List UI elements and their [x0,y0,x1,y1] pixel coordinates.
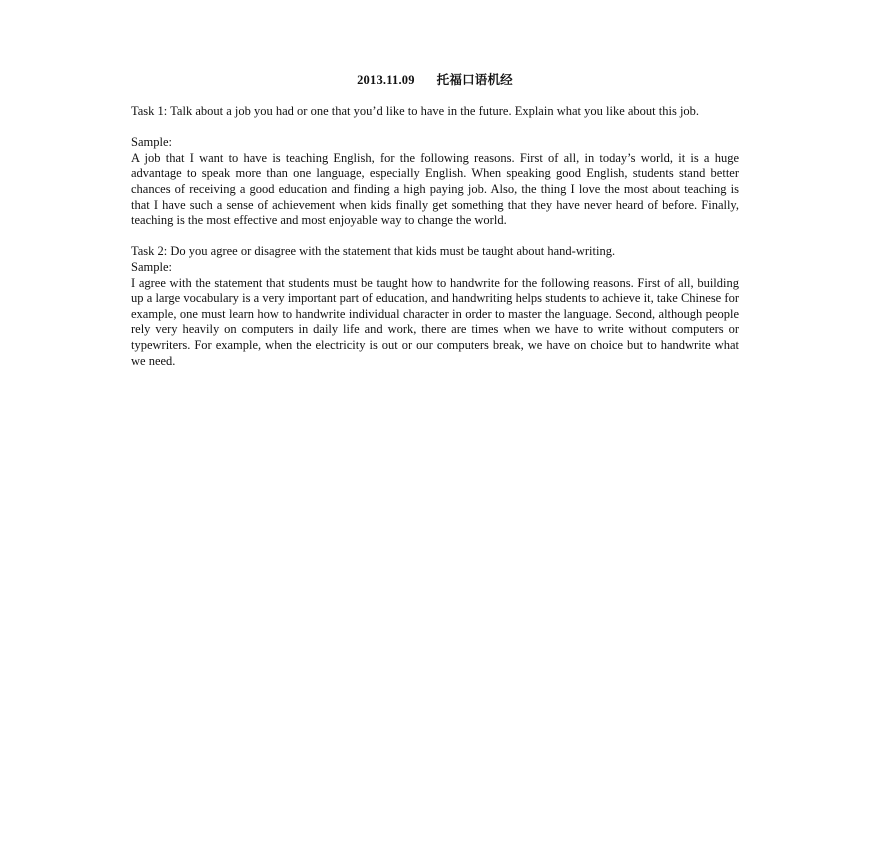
title-text: 托福口语机经 [436,73,513,87]
page-title [131,70,739,88]
task1-prompt: Task 1: Talk about a job you had or one that you’d like to have in the future. Explain what you like about this job. [131,104,700,118]
task1-sample-label: Sample: [131,135,172,150]
task1-sample-text: A job that I want to have is teaching English, for the following reasons. First of all, in today’s world, it is a huge advantage to speak more than one language, especially English. When speaking good English, students stand better chances of receiving a good education and finding a high paying job. Also, the thing I love the most about teaching is that I have such a sense of achievement when kids finally get something that they have never heard of before. Finally, teaching is the most effective and most enjoyable way to change the world. [131,150,739,228]
task2-sample-text: I agree with the statement that students must be taught how to handwrite for the following reasons. First of all, building up a large vocabulary is a very important part of education, and handwriting helps students to achieve it, take Chinese for example, one must learn how to handwrite individual character in order to master the language. Second, although people rely very heavily on computers in daily life and work, there are times when we have to write without computers or typewriters. For example, when the electricity is out or our computers break, we have on choice but to handwrite what we need. [131,275,739,368]
task2-prompt: Task 2: Do you agree or disagree with the statement that kids must be taught about hand-writing. [131,244,616,259]
task2-sample-label: Sample: [131,259,172,274]
title-date: 2013.11.09 [357,73,415,87]
document-page [131,70,739,369]
